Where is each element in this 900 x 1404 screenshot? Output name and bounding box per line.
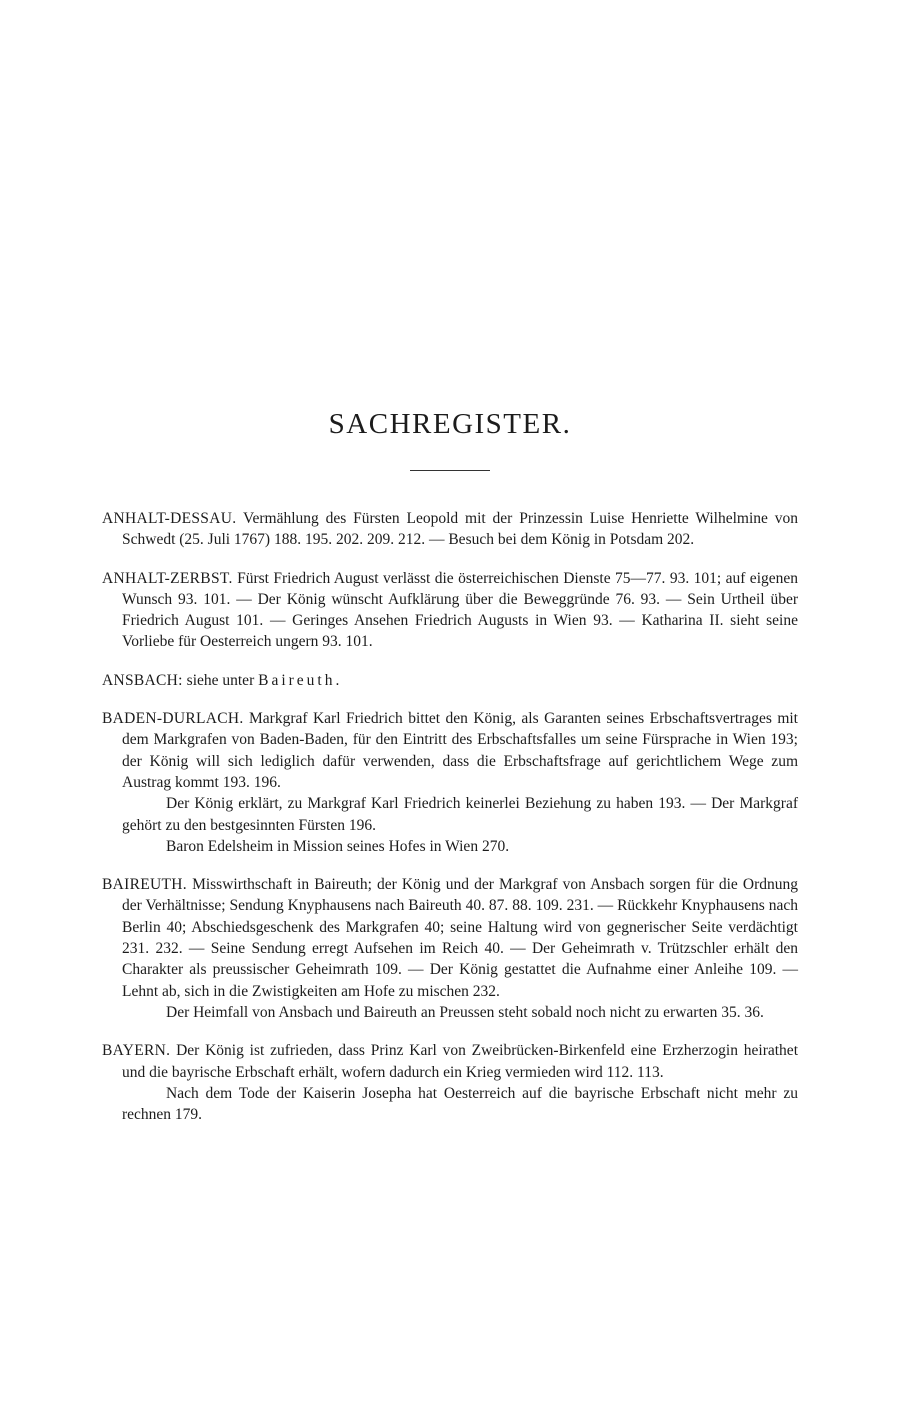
entry-text: siehe unter	[186, 671, 255, 689]
entry-baden-durlach	[102, 708, 798, 857]
entry-paragraph-continued: Nach dem Tode der Kaiserin Josepha hat Oesterreich auf die bayrische Erbschaft nicht mehr zu rechnen 179.	[122, 1084, 798, 1124]
entry-paragraph	[102, 670, 798, 691]
entry-paragraph-continued: Baron Edelsheim in Mission seines Hofes in Wien 270.	[166, 837, 510, 855]
entry-paragraph	[102, 568, 798, 653]
entry-ansbach	[102, 670, 798, 691]
entry-head: ANSBACH:	[102, 671, 183, 689]
entry-text: Markgraf Karl Friedrich bittet den König, als Garanten seines Erbschaftsvertrages mit dem Markgrafen von Baden-Baden, für den Eintritt des Erbschaftsfalles um seine Fürsprache in Wien 193; der König will sich lediglich dafür verwenden, dass die Erbschaftsfrage auf gerichtlichem Wege zum Austrag kommt 193. 196.	[122, 710, 798, 791]
entry-text: Fürst Friedrich August verlässt die österreichischen Dienste 75—77. 93. 101; auf eigenen Wunsch 93. 101. — Der König wünscht Aufklärung über die Beweggründe 76. 93. — Sein Urtheil über Friedrich August 101. — Geringes Ansehen Friedrich Augusts in Wien 93. — Katharina II. sieht seine Vorliebe für Oesterreich ungern 93. 101.	[122, 569, 799, 651]
page-title: SACHREGISTER.	[328, 408, 572, 440]
entry-paragraph	[102, 874, 798, 1002]
entry-baireuth	[102, 874, 798, 1023]
entry-paragraph-continued: Der König erklärt, zu Markgraf Karl Friedrich keinerlei Beziehung zu haben 193. — Der Markgraf gehört zu den bestgesinnten Fürsten 196.	[122, 795, 798, 834]
register-entries	[102, 508, 798, 1142]
entry-head: BAYERN.	[102, 1042, 171, 1060]
entry-text: Der König ist zufrieden, dass Prinz Karl von Zweibrücken-Birkenfeld eine Erzherzogin heirathet und die bayrische Erbschaft erhält, wofern dadurch ein Krieg vermieden wird 112. 113.	[122, 1042, 798, 1081]
entry-paragraph-continued: Der Heimfall von Ansbach und Baireuth an Preussen steht sobald noch nicht zu erwarten 35. 36.	[166, 1003, 764, 1021]
entry-bayern	[102, 1040, 798, 1125]
entry-paragraph	[102, 508, 798, 551]
entry-text: Vermählung des Fürsten Leopold mit der Prinzessin Luise Henriette Wilhelmine von Schwedt (25. Juli 1767) 188. 195. 202. 209. 212. — Besuch bei dem König in Potsdam 202.	[122, 510, 798, 549]
entry-paragraph	[102, 1040, 798, 1083]
entry-text: Misswirthschaft in Baireuth; der König und der Markgraf von Ansbach sorgen für die Ordnung der Verhältnisse; Sendung Knyphausens nach Baireuth 40. 87. 88. 109. 231. — Rückkehr Knyphausens nach Berlin 40; Abschiedsgeschenk des Markgrafen 40; seine Haltung wird von gegnerischer Seite verdächtigt 231. 232. — Seine Sendung erregt Aufsehen im Reich 40. — Der Geheimrath v. Trützschler erhält den Charakter als preussischer Geheimrath 109. — Der König gestattet die Aufnahme einer Anleihe 109. — Lehnt ab, sich in die Zwistigkeiten am Hofe zu mischen 232.	[122, 876, 799, 1000]
cross-reference: Baireuth.	[258, 671, 343, 689]
entry-head: ANHALT-ZERBST.	[102, 569, 233, 587]
entry-anhalt-dessau	[102, 508, 798, 551]
entry-anhalt-zerbst	[102, 568, 798, 653]
entry-head: ANHALT-DESSAU.	[102, 510, 237, 527]
entry-paragraph	[102, 708, 798, 793]
title-divider	[410, 470, 490, 471]
entry-head: BADEN-DURLACH.	[102, 710, 244, 728]
entry-head: BAIREUTH.	[102, 876, 187, 894]
